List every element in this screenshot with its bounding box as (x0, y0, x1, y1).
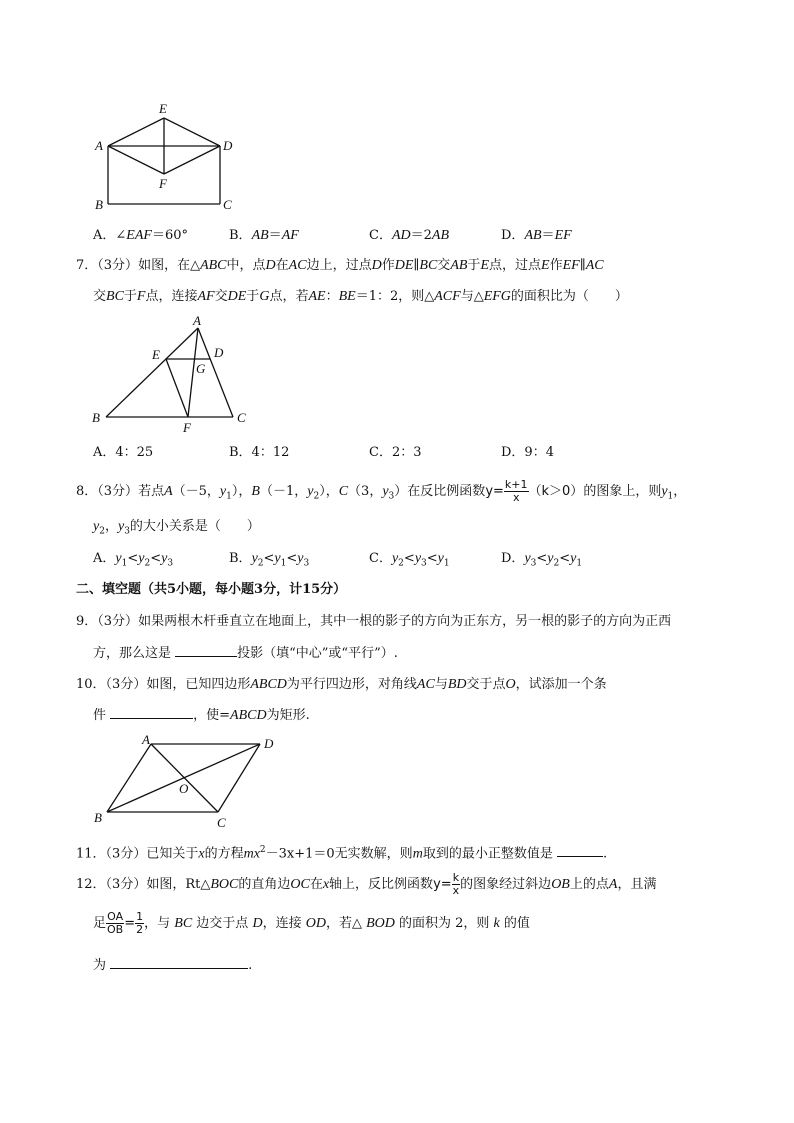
less-than: < (426, 551, 438, 566)
text-run: 点，过点 (489, 258, 542, 273)
less-than: < (127, 551, 139, 566)
text-run: ，且满 (617, 877, 657, 892)
math-var: DE (394, 258, 414, 273)
q8-line-2: $y_2$，$y_3$的大小关系是（ ） (93, 519, 260, 537)
text-run: ∥ (579, 258, 586, 273)
segment-FD (164, 146, 220, 174)
q7-line-1 (76, 257, 604, 275)
subscript: 3 (530, 558, 537, 569)
less-than: < (536, 551, 548, 566)
var-y: y (161, 551, 168, 566)
q8-line-1: 8．（3分）若点A（－5，$y_1$），B（－1，$y_2$），C（3，$y_3$）在反比例函数y= $\frac{k+1}{x}$ （k＞0）的图象上，则$y_1$， (76, 478, 687, 504)
numerator: OA (107, 910, 124, 923)
option-key: B． (229, 228, 252, 243)
subscript: 1 (667, 491, 674, 502)
option-expr (524, 551, 583, 569)
option-var: AF (281, 228, 299, 243)
text-run: 交 (437, 258, 451, 273)
var-y: y (307, 484, 314, 499)
question-score: （3分） (105, 877, 147, 892)
text-run: 与 (434, 677, 448, 692)
q6-option-b (229, 227, 299, 245)
subscript: 3 (303, 558, 310, 569)
math-var: AC (416, 677, 435, 692)
function-y: y= (485, 484, 504, 499)
text-run: 作 (381, 258, 395, 273)
question-number: 7． (76, 258, 98, 273)
q6-figure (94, 98, 244, 213)
q8-text: 若点 (138, 484, 165, 499)
segment-EF (166, 359, 188, 417)
math-var: O (505, 677, 516, 692)
segment-BD (107, 744, 260, 812)
var-y: y (524, 551, 531, 566)
q12-text: 为 (93, 958, 111, 973)
label-A: A (193, 313, 201, 328)
text-run: ： (325, 289, 339, 304)
q12-text-2 (144, 916, 530, 931)
var-y: y (414, 551, 422, 566)
subscript: 3 (124, 526, 130, 537)
math-var: BC (419, 258, 438, 273)
subscript: 2 (144, 558, 151, 569)
math-var: ABC (200, 258, 227, 273)
option-key: D． (501, 551, 525, 566)
math-var: EFG (483, 289, 511, 304)
q7-text-1 (138, 258, 604, 273)
text-run: 交于点 (466, 677, 506, 692)
var-y: y (115, 551, 122, 566)
label-F: F (159, 176, 167, 191)
text-run: 交 (93, 289, 107, 304)
var-y: y (661, 484, 668, 499)
option-var: AB (251, 228, 269, 243)
var-y: y (117, 519, 125, 534)
q7-option-a: A．4：25 (93, 445, 154, 460)
question-score: （3分） (105, 846, 147, 862)
option-eq: ＝2 (410, 228, 432, 243)
half-fraction (135, 911, 144, 936)
text-run: 的图象经过斜边 (460, 877, 552, 892)
var-y: y (219, 484, 227, 499)
text-run: ，与 (144, 916, 175, 931)
question-number: 8． (76, 484, 98, 499)
text-run: 的面积为 2，则 (394, 916, 494, 931)
math-var: E (480, 258, 489, 273)
math-var: BD (447, 677, 467, 692)
q7-option-c: C．2：3 (369, 445, 422, 460)
less-than: < (263, 551, 275, 566)
answer-blank[interactable] (110, 956, 248, 969)
math-var: D (252, 916, 263, 931)
subscript: 2 (257, 558, 264, 569)
superscript: 2 (259, 845, 266, 855)
question-number: 10． (76, 677, 106, 692)
math-var: ABCD (250, 677, 287, 692)
subscript: 1 (443, 558, 450, 569)
option-key: C． (369, 551, 392, 566)
label-B: B (92, 410, 100, 425)
label-C: C (223, 197, 232, 212)
label-E: E (159, 101, 167, 116)
option-expr (115, 551, 174, 569)
text-run: 于 (123, 289, 137, 304)
var-y: y (138, 551, 145, 566)
q10-text-1 (146, 677, 606, 692)
text-run: 边交于点 (192, 916, 253, 931)
question-score: （3分） (97, 484, 139, 499)
math-var: F (136, 289, 146, 304)
q11-line (76, 841, 607, 863)
ratio-fraction (106, 911, 124, 936)
text-run: 交 (214, 289, 228, 304)
option-var: AB (431, 228, 450, 243)
label-F: F (183, 420, 191, 435)
math-var: k (493, 916, 500, 931)
text-run: 如图，已知四边形 (146, 677, 251, 692)
option-var: AD (391, 228, 411, 243)
point-C: C (338, 484, 349, 499)
text-run: 的值 (499, 916, 530, 931)
denominator: OB (107, 923, 124, 936)
coord-close: ） (394, 484, 408, 499)
q8-option-c (369, 550, 450, 573)
math-var: BOD (366, 916, 395, 931)
q11-text: 取到的最小正整数值是 (422, 846, 557, 862)
less-than: < (559, 551, 571, 566)
condition: （k＞0） (528, 484, 584, 499)
point-B: B (251, 484, 260, 499)
q10-figure (90, 730, 290, 830)
subscript: 1 (576, 558, 583, 569)
q6-option-a (93, 227, 188, 245)
var-m: m (412, 846, 423, 862)
numerator: 1 (136, 910, 144, 923)
q10-text: 为矩形. (266, 708, 310, 723)
q9-line-2 (93, 644, 398, 663)
q6-option-c (369, 227, 449, 245)
less-than: < (403, 551, 415, 566)
text-run: ，试添加一个条 (515, 677, 607, 692)
coord: （－5， (172, 484, 220, 499)
var-y: y (437, 551, 444, 566)
var-x: x (198, 846, 205, 862)
option-eq: ＝ (541, 228, 555, 243)
q7-text-2 (93, 289, 628, 304)
section-title: 二、填空题（共5小题，每小题3分，计15分） (76, 582, 347, 597)
fraction (452, 872, 461, 897)
option-var: EF (554, 228, 572, 243)
label-G: G (196, 361, 206, 376)
q10-line-1 (76, 676, 607, 694)
denominator: x (512, 491, 520, 504)
label-D: D (214, 345, 224, 360)
text-run: 边上，过点 (306, 258, 372, 273)
q10-text: 件 (93, 708, 111, 723)
var-y: y (382, 484, 389, 499)
q8-option-a (93, 550, 173, 573)
label-B: B (94, 810, 102, 825)
equals: = (124, 916, 136, 931)
q10-text: ，使= (193, 708, 231, 723)
q9-text: 投影（填“中心”或“平行”）. (237, 646, 398, 661)
math-var: AC (288, 258, 307, 273)
text-run: 与△ (460, 289, 484, 304)
math-var: OB (551, 877, 570, 892)
answer-blank[interactable] (175, 644, 237, 657)
q7-figure (90, 315, 260, 435)
function-y: y= (433, 877, 452, 892)
var-mx: mx (243, 846, 260, 862)
less-than: < (150, 551, 162, 566)
question-number: 9． (76, 614, 98, 629)
option-key: B． (229, 551, 252, 566)
q8-option-d (501, 550, 582, 573)
option-expr (251, 551, 310, 569)
subscript: 2 (553, 558, 560, 569)
text-run: 在 (275, 258, 289, 273)
label-C: C (237, 410, 246, 425)
option-key: C． (369, 228, 392, 243)
q6-option-d (501, 227, 572, 245)
option-var: AB (524, 228, 542, 243)
label-D: D (223, 138, 233, 153)
q12-text-1b (460, 877, 656, 892)
numerator: k+1 (504, 478, 528, 491)
text-run: 于 (467, 258, 481, 273)
question-number: 11． (76, 846, 106, 862)
text-run: 中，点 (226, 258, 266, 273)
answer-blank[interactable] (557, 844, 603, 857)
var-y: y (274, 551, 281, 566)
math-var: BC (106, 289, 124, 304)
math-var: D (265, 258, 276, 273)
math-var: AE (308, 289, 326, 304)
option-key: A． (93, 551, 116, 566)
text-run: 如图，Rt△ (146, 877, 211, 892)
var-y: y (93, 519, 100, 534)
var-y: y (251, 551, 258, 566)
coord: （－1， (259, 484, 308, 499)
subscript: 2 (99, 526, 105, 537)
label-O: O (179, 781, 189, 796)
q12-line-3 (93, 956, 252, 975)
label-D: D (264, 736, 274, 751)
q7-option-b: B．4：12 (229, 445, 290, 460)
label-B: B (95, 197, 103, 212)
q12-text-1 (146, 877, 433, 892)
coord-close: ）， (319, 484, 339, 499)
q10-line-2 (93, 706, 310, 725)
subscript: 2 (398, 558, 404, 569)
option-var: EAF (126, 228, 152, 243)
text-run: 上的点 (569, 877, 609, 892)
var-y: y (391, 551, 399, 566)
option-key: A． (93, 228, 116, 243)
math-var: ACF (434, 289, 461, 304)
math-var: D (371, 258, 382, 273)
text-run: 如图，在△ (138, 258, 201, 273)
question-number: 12． (76, 877, 106, 892)
label-A: A (142, 732, 150, 747)
text-run: 作 (549, 258, 563, 273)
math-var: OD (305, 916, 326, 931)
math-var: G (259, 289, 270, 304)
text-run: 点，若 (269, 289, 309, 304)
math-var: AB (450, 258, 468, 273)
math-var: A (608, 877, 618, 892)
less-than: < (286, 551, 298, 566)
segment-AF (108, 146, 164, 174)
subscript: 3 (167, 558, 174, 569)
text-run: 为平行四边形，对角线 (286, 677, 417, 692)
denominator: 2 (136, 923, 144, 936)
text-run: ＝1：2，则△ (355, 289, 435, 304)
text-run: 于 (246, 289, 260, 304)
q12-text: 足 (93, 916, 107, 931)
text-run: 在 (309, 877, 323, 892)
numerator: k (452, 871, 460, 884)
math-var: E (541, 258, 550, 273)
var-y: y (570, 551, 577, 566)
q7-line-2 (93, 288, 628, 306)
text-run: ，若△ (325, 916, 367, 931)
question-score: （3分） (97, 258, 139, 273)
segment-CD (218, 744, 260, 812)
segment-ED (164, 118, 220, 146)
label-E: E (152, 347, 160, 362)
subscript: 1 (121, 558, 128, 569)
segment-AE (108, 118, 164, 146)
option-rest: ＝60° (151, 228, 188, 243)
subscript: 3 (421, 558, 427, 569)
subscript: 2 (313, 491, 320, 502)
math-var: AC (585, 258, 604, 273)
math-var: BC (174, 916, 193, 931)
option-key: D． (501, 228, 525, 243)
var-y: y (297, 551, 304, 566)
answer-blank[interactable] (110, 706, 193, 719)
option-expr (391, 551, 450, 569)
math-var: BOC (210, 877, 239, 892)
math-var: DE (227, 289, 247, 304)
q11-text: 的方程 (204, 846, 244, 862)
point-A: A (164, 484, 173, 499)
q11-text: . (602, 846, 608, 862)
q9-text: 方，那么这是 (93, 646, 176, 661)
q9-line-1 (76, 613, 671, 631)
q8-text: 在反比例函数 (407, 484, 486, 499)
angle-symbol: ∠ (115, 228, 127, 243)
math-var: EF (562, 258, 580, 273)
q12-line-1 (76, 866, 656, 904)
segment-AB (106, 328, 198, 417)
q8-text: 的大小关系是（ ） (129, 519, 260, 534)
coord: （3， (348, 484, 383, 499)
q7-option-d: D．9：4 (501, 445, 554, 460)
subscript: 3 (388, 491, 395, 502)
q12-line-2 (93, 905, 530, 943)
q9-text: 如果两根木杆垂直立在地面上，其中一根的影子的方向为正东方，另一根的影子的方向为正西 (138, 614, 672, 629)
subscript: 1 (226, 491, 232, 502)
subscript: 1 (280, 558, 287, 569)
text-run: 轴上，反比例函数 (329, 877, 434, 892)
text-run: ∥ (413, 258, 420, 273)
q12-text: . (248, 958, 253, 973)
text-run: 的直角边 (238, 877, 291, 892)
label-A: A (95, 138, 103, 153)
text-run: 的面积比为（ ） (510, 289, 628, 304)
question-score: （3分） (105, 677, 147, 692)
math-var: x (322, 877, 330, 892)
var-ABCD: ABCD (230, 708, 267, 723)
q11-text: －3x+1＝0无实数解，则 (265, 846, 413, 862)
denominator: x (452, 884, 460, 897)
math-var: OC (290, 877, 310, 892)
text-run: ，连接 (262, 916, 306, 931)
question-score: （3分） (97, 614, 139, 629)
math-var: BE (338, 289, 356, 304)
q8-option-b (229, 550, 309, 573)
label-C: C (217, 815, 226, 830)
text-run: 点，连接 (145, 289, 198, 304)
math-var: AF (197, 289, 215, 304)
option-eq: ＝ (268, 228, 282, 243)
q8-text: 的图象上，则 (583, 484, 662, 499)
q11-text: 已知关于 (146, 846, 199, 862)
coord-close: ）， (231, 484, 252, 499)
fraction (504, 479, 529, 504)
var-y: y (547, 551, 554, 566)
